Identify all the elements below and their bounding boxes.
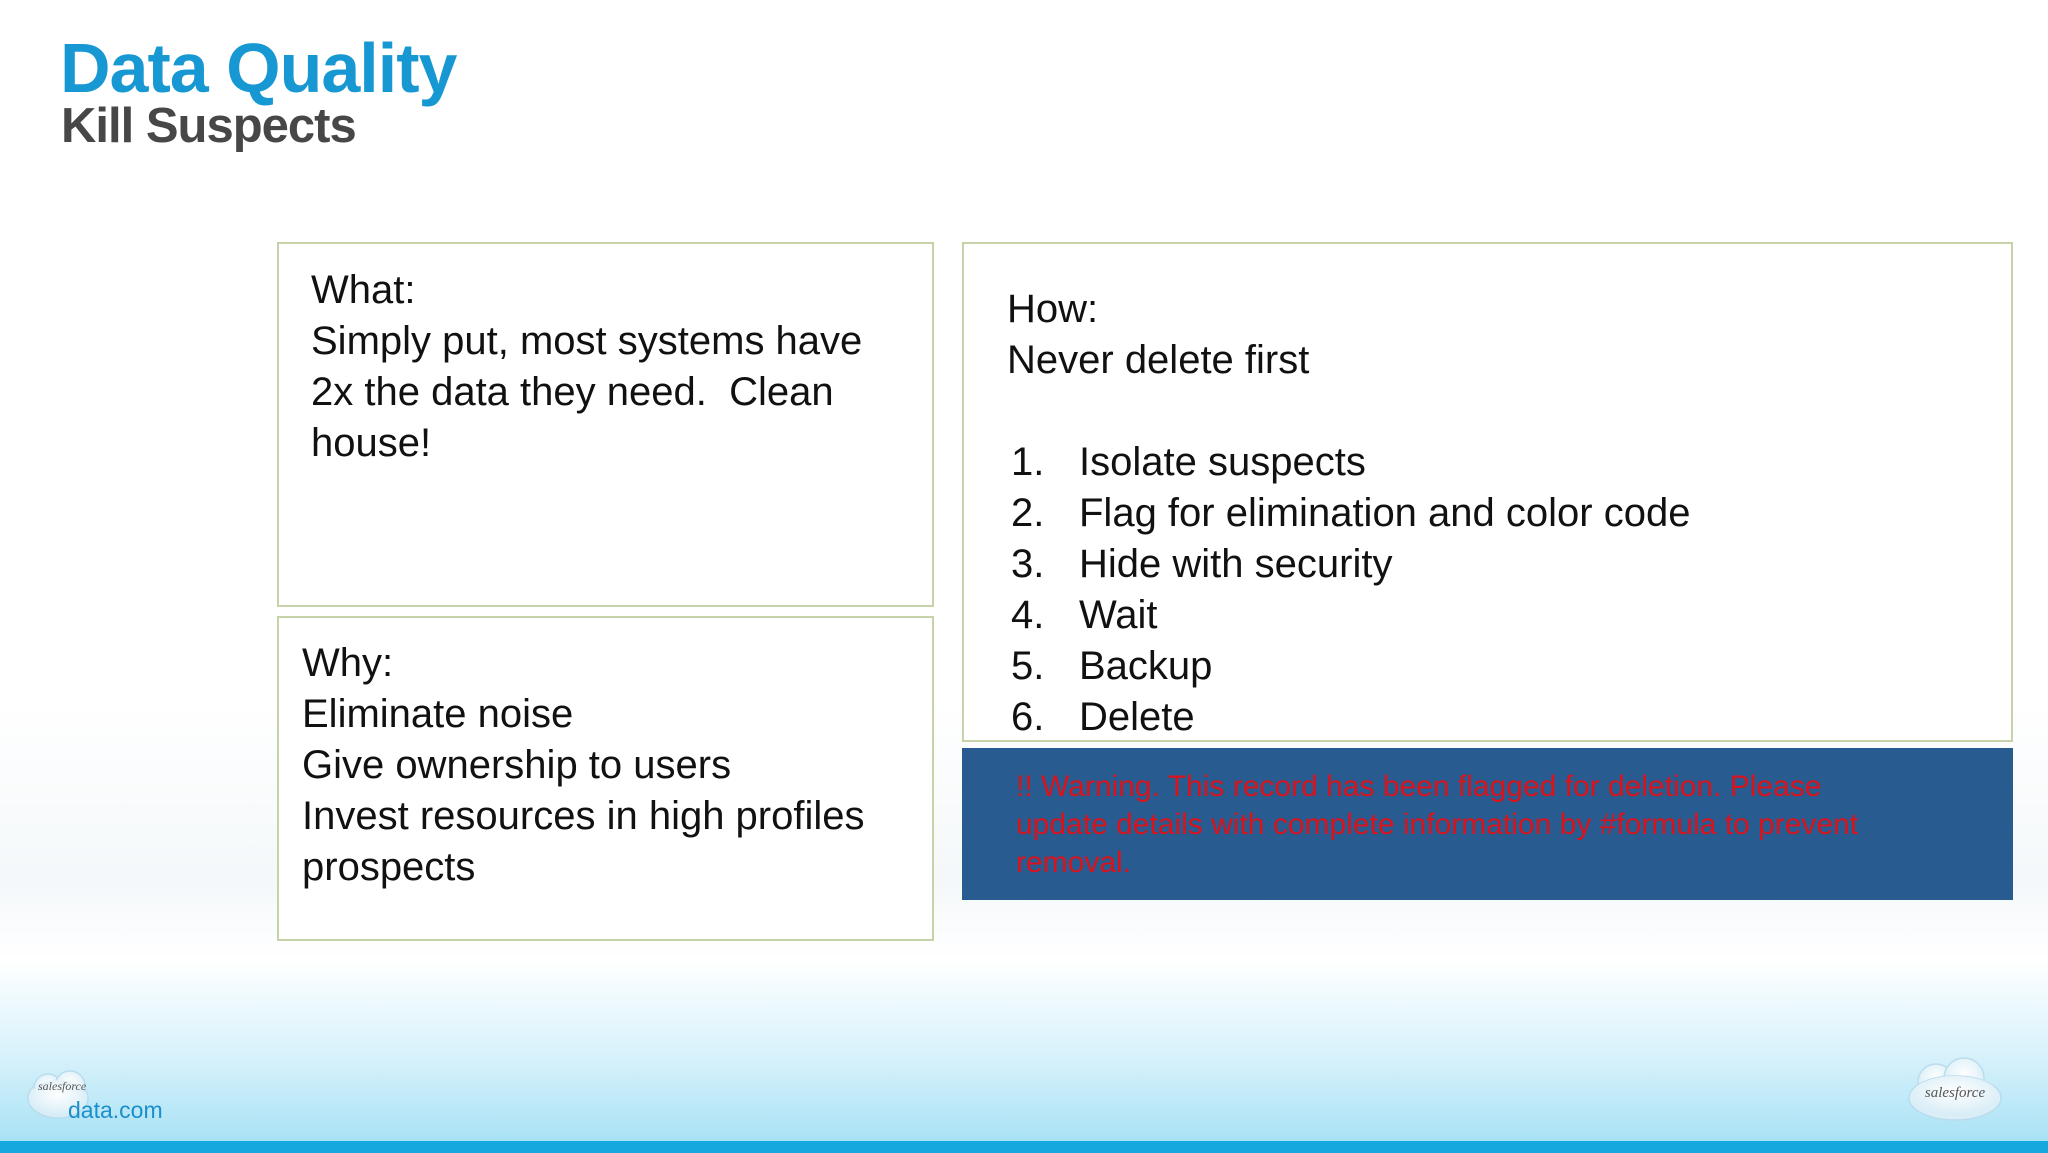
step-text: Backup — [1079, 644, 1213, 688]
slide-subtitle: Kill Suspects — [61, 99, 356, 153]
step-number: 5. — [1011, 644, 1045, 688]
step-number: 4. — [1011, 593, 1045, 637]
why-line: prospects — [302, 845, 476, 889]
list-item — [1007, 590, 2011, 641]
how-steps-list — [1007, 437, 2011, 743]
logo-text: salesforce — [1924, 1085, 1986, 1101]
what-text — [311, 265, 932, 469]
warning-panel — [962, 748, 2013, 900]
list-item — [1007, 488, 2011, 539]
step-text: Delete — [1079, 695, 1195, 739]
why-line: Eliminate noise — [302, 692, 574, 736]
how-heading: How: — [1007, 287, 1099, 331]
why-heading: Why: — [302, 641, 394, 685]
what-heading: What: — [311, 268, 416, 312]
how-intro: Never delete first — [1007, 338, 1310, 382]
why-box — [277, 616, 934, 941]
why-line: Invest resources in high profiles — [302, 794, 865, 838]
why-text — [302, 638, 932, 893]
step-number: 2. — [1011, 491, 1045, 535]
bottom-bar — [0, 1141, 2048, 1153]
what-line: house! — [311, 421, 432, 465]
what-box — [277, 242, 934, 607]
step-text: Wait — [1079, 593, 1158, 637]
list-item — [1007, 437, 2011, 488]
how-box — [962, 242, 2013, 742]
slide-title: Data Quality — [60, 29, 457, 107]
warning-text: !! Warning. This record has been flagged for deletion. Please update details with complete information by #formula to prevent removal. — [1016, 770, 1859, 879]
step-number: 6. — [1011, 695, 1045, 739]
step-text: Isolate suspects — [1079, 440, 1366, 484]
list-item — [1007, 692, 2011, 743]
what-line: 2x the data they need. Clean — [311, 370, 834, 414]
step-number: 1. — [1011, 440, 1045, 484]
how-text — [1007, 284, 2011, 743]
step-text: Hide with security — [1079, 542, 1393, 586]
step-number: 3. — [1011, 542, 1045, 586]
list-item — [1007, 641, 2011, 692]
step-text: Flag for elimination and color code — [1079, 491, 1691, 535]
list-item — [1007, 539, 2011, 590]
logo-top-text: salesforce — [38, 1079, 87, 1093]
logo-bottom-text: data.com — [68, 1097, 163, 1123]
why-line: Give ownership to users — [302, 743, 732, 787]
salesforce-data-com-logo — [20, 1058, 190, 1130]
what-line: Simply put, most systems have — [311, 319, 863, 363]
salesforce-logo — [1900, 1052, 2010, 1128]
